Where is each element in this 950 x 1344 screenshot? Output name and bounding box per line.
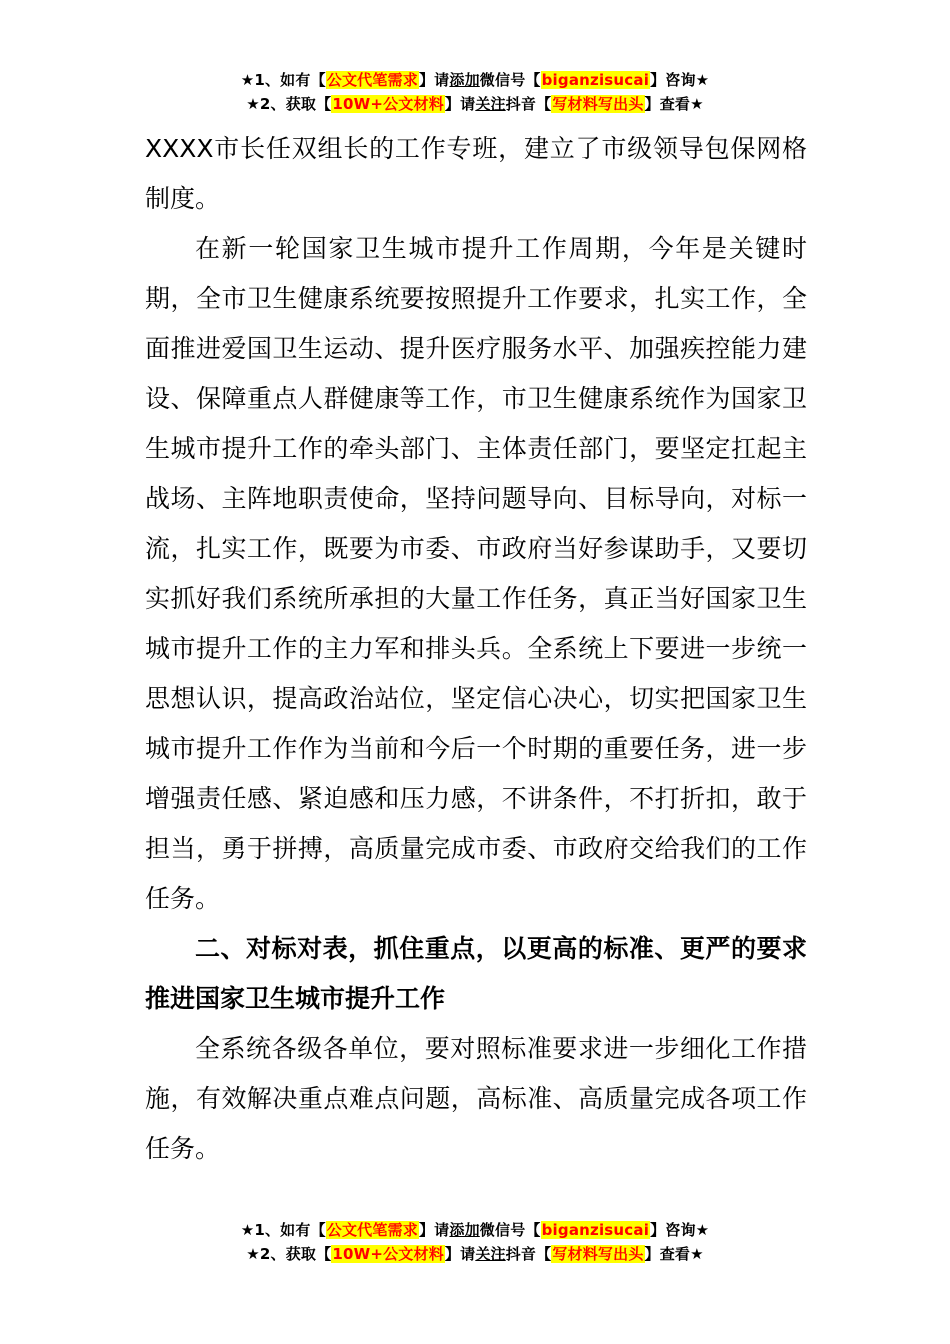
promo-text: ★1、如有【: [240, 1221, 326, 1239]
promo-text: 】咨询★: [650, 1221, 710, 1239]
promo-text: 】咨询★: [650, 71, 710, 89]
promo-highlight: biganzisucai: [541, 1221, 650, 1239]
promo-line-1: [0, 68, 950, 92]
promo-line-2: [0, 92, 950, 116]
promo-highlight: biganzisucai: [541, 71, 650, 89]
promo-text: 】查看★: [644, 1245, 704, 1263]
promo-underlined: 添加: [449, 1221, 480, 1239]
promo-text: 】查看★: [644, 95, 704, 113]
promo-highlight: 10W+公文材料: [332, 1245, 444, 1263]
promo-text: 抖音【: [505, 1245, 552, 1263]
promo-text: 】请: [418, 1221, 450, 1239]
promo-underlined: 添加: [449, 71, 480, 89]
promo-text: 】请: [444, 95, 476, 113]
promo-underlined: 关注: [475, 95, 506, 113]
paragraph-main: 在新一轮国家卫生城市提升工作周期，今年是关键时期，全市卫生健康系统要按照提升工作要求，扎实工作，全面推进爱国卫生运动、提升医疗服务水平、加强疾控能力建设、保障重点人群健康等工作，市卫生健康系统作为国家卫生城市提升工作的牵头部门、主体责任部门，要坚定扛起主战场、主阵地职责使命，坚持问题导向、目标导向，对标一流，扎实工作，既要为市委、市政府当好参谋助手，又要切实抓好我们系统所承担的大量工作任务，真正当好国家卫生城市提升工作的主力军和排头兵。全系统上下要进一步统一思想认识，提高政治站位，坚定信心决心，切实把国家卫生城市提升工作作为当前和今后一个时期的重要任务，进一步增强责任感、紧迫感和压力感，不讲条件，不打折扣，敢于担当，勇于拼搏，高质量完成市委、市政府交给我们的工作任务。: [145, 234, 807, 913]
promo-line-2: [0, 1242, 950, 1266]
promo-text: 抖音【: [505, 95, 552, 113]
promo-text: 微信号【: [479, 71, 541, 89]
promo-line-1: [0, 1218, 950, 1242]
promo-text: ★2、获取【: [246, 1245, 332, 1263]
paragraph-section: 全系统各级各单位，要对照标准要求进一步细化工作措施，有效解决重点难点问题，高标准、高质量完成各项工作任务。: [145, 1034, 807, 1163]
promo-underlined: 关注: [475, 1245, 506, 1263]
footer-promo-banner: [0, 1218, 950, 1266]
section-heading: 二、对标对表，抓住重点，以更高的标准、更严的要求推进国家卫生城市提升工作: [145, 934, 807, 1013]
promo-highlight: 写材料写出头: [552, 95, 644, 113]
promo-highlight: 写材料写出头: [552, 1245, 644, 1263]
document-body: [145, 124, 807, 1174]
promo-text: ★1、如有【: [240, 71, 326, 89]
promo-text: ★2、获取【: [246, 95, 332, 113]
promo-text: 】请: [444, 1245, 476, 1263]
paragraph-continued: XXXX市长任双组长的工作专班，建立了市级领导包保网格制度。: [145, 134, 807, 213]
promo-highlight: 公文代笔需求: [326, 1221, 418, 1239]
promo-highlight: 公文代笔需求: [326, 71, 418, 89]
promo-text: 】请: [418, 71, 450, 89]
header-promo-banner: [0, 68, 950, 116]
promo-text: 微信号【: [479, 1221, 541, 1239]
promo-highlight: 10W+公文材料: [332, 95, 444, 113]
